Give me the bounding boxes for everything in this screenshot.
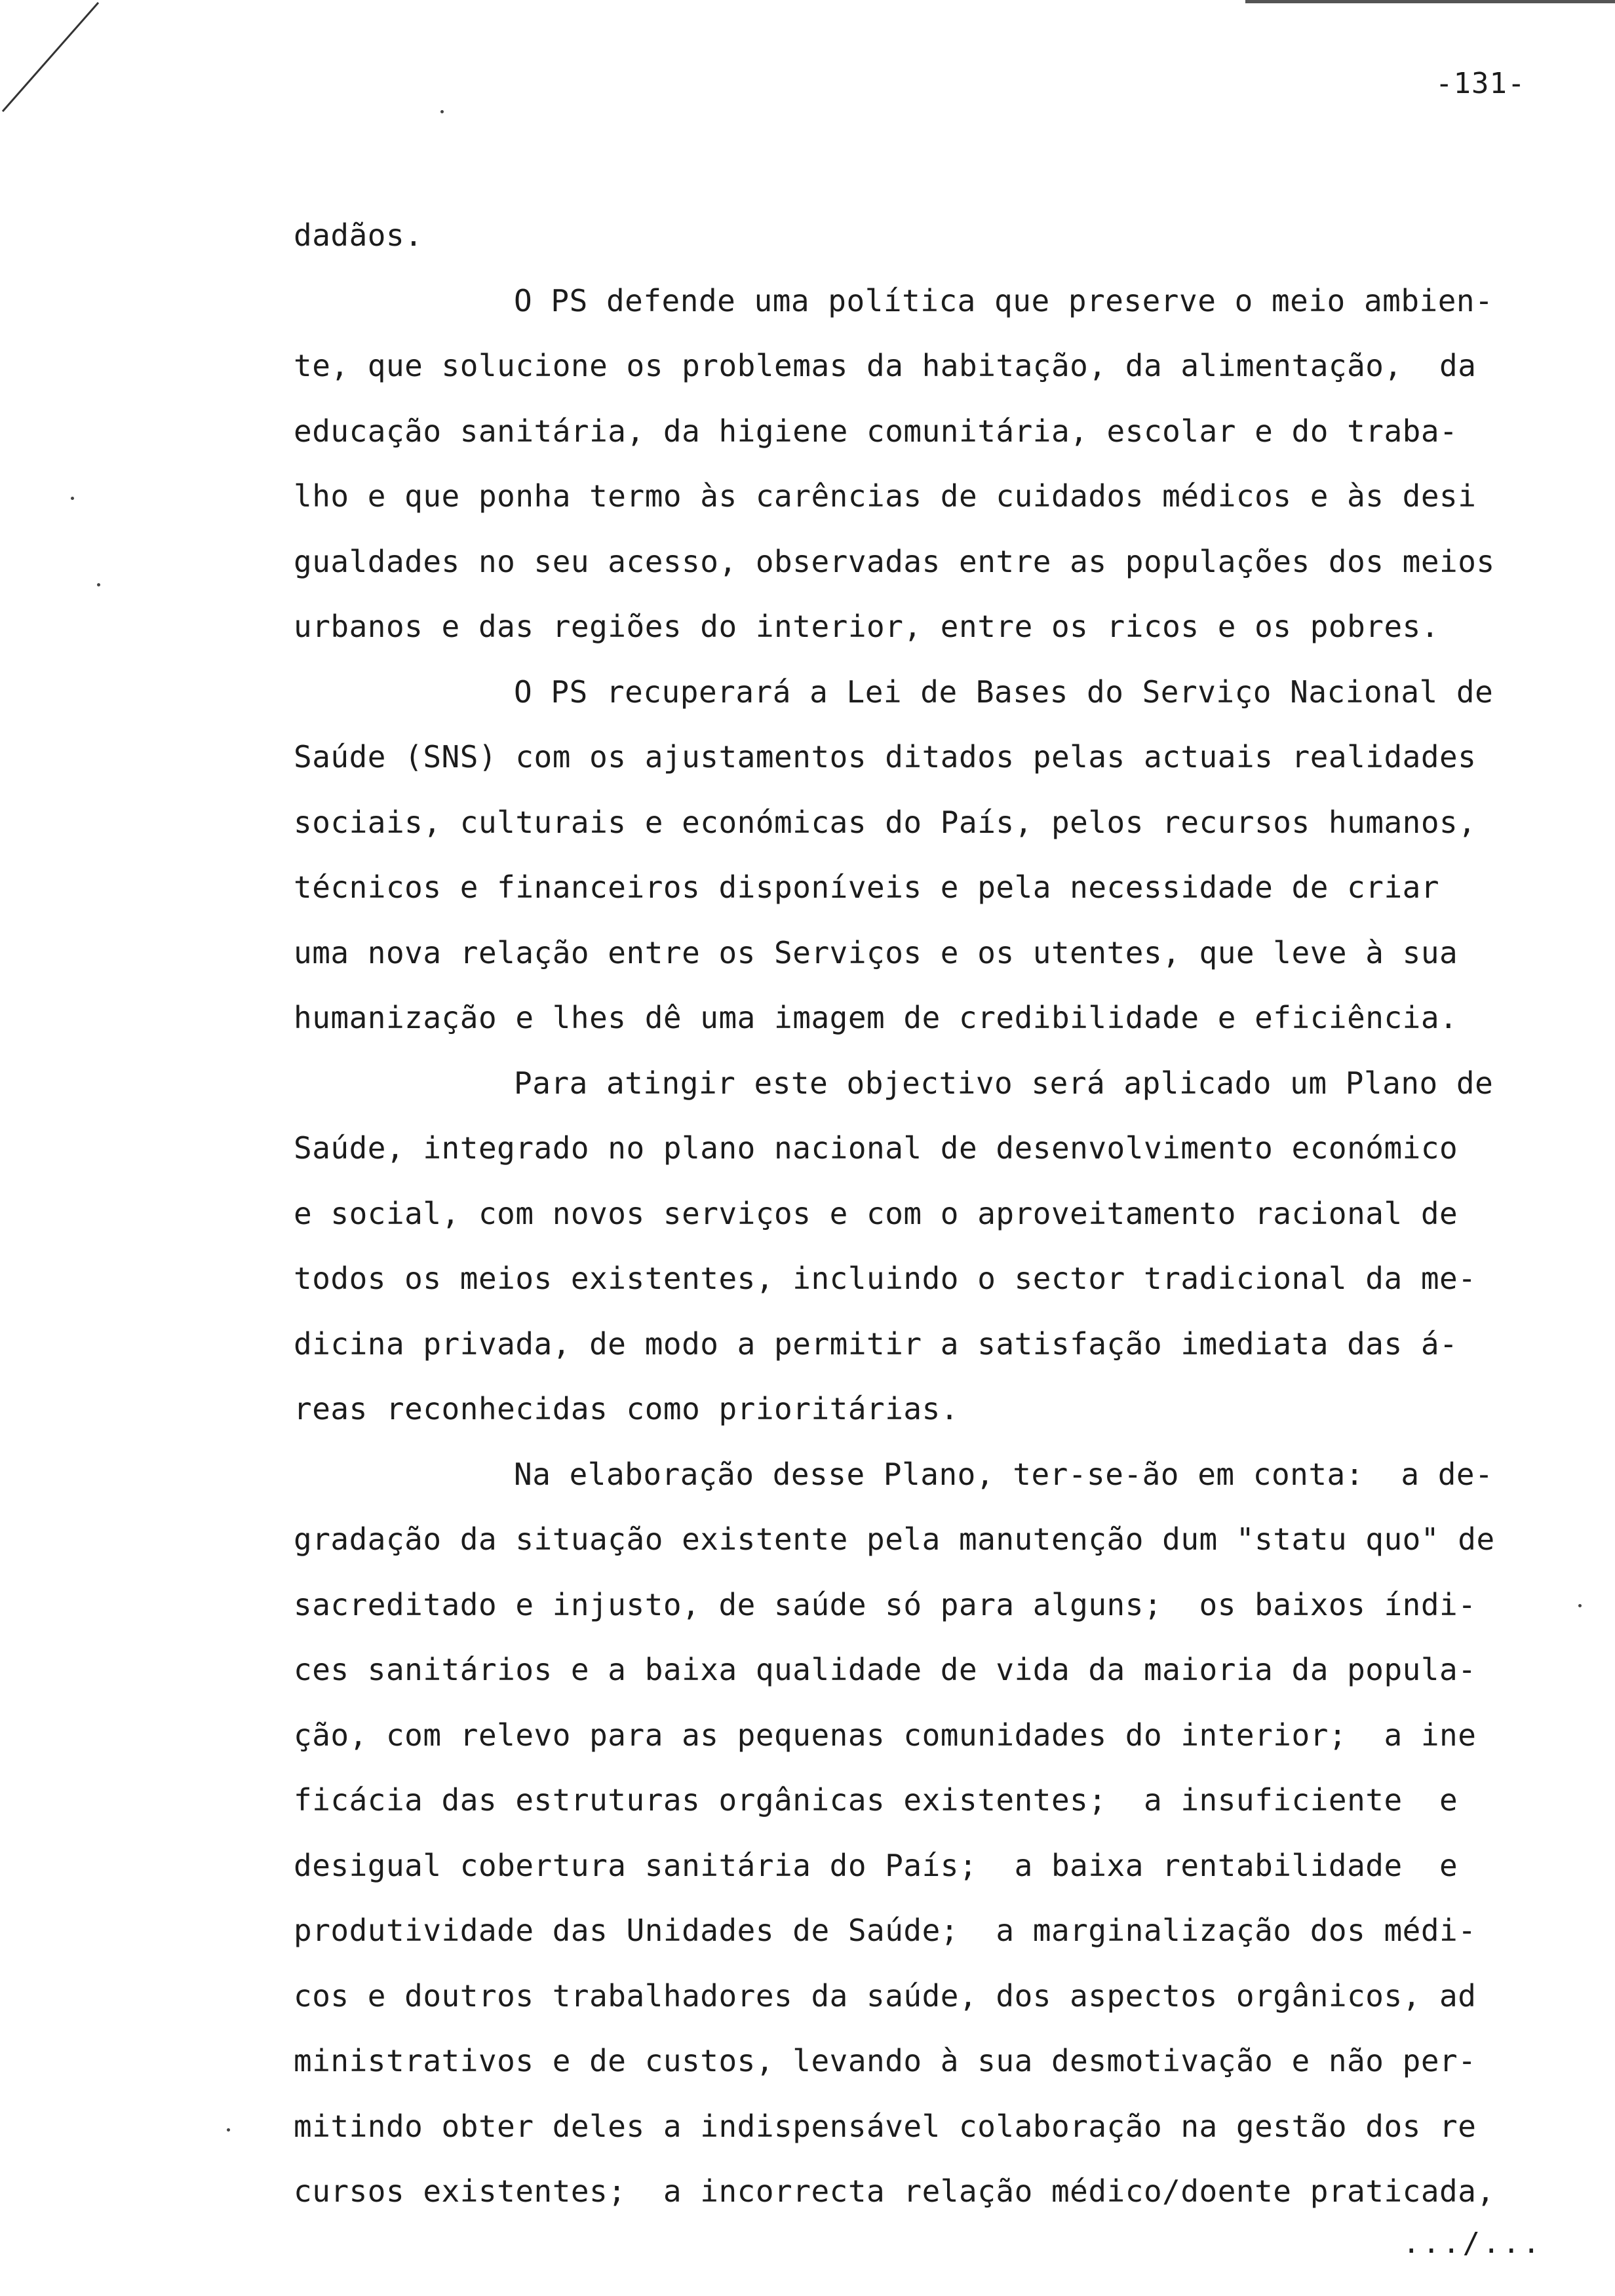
corner-pen-stroke (0, 0, 118, 118)
scan-speck (71, 497, 74, 500)
body-text (294, 203, 1552, 2225)
page-number: -131- (1435, 67, 1526, 100)
scan-speck (1578, 1604, 1582, 1607)
text-line: uma nova relação entre os Serviços e os utentes, que leve à sua (294, 934, 1458, 970)
text-line: produtividade das Unidades de Saúde; a marginalização dos médi- (294, 1913, 1477, 1948)
text-line: dadãos. (294, 218, 423, 253)
text-line: lho e que ponha termo às carências de cuidados médicos e às desi (294, 478, 1477, 514)
text-line: Para atingir este objectivo será aplicado um Plano de (514, 1065, 1494, 1101)
text-line: humanização e lhes dê uma imagem de credibilidade e eficiência. (294, 1000, 1458, 1035)
text-line: gualdades no seu acesso, observadas entre as populações dos meios (294, 543, 1495, 579)
text-line: e social, com novos serviços e com o aproveitamento racional de (294, 1195, 1458, 1231)
text-line: ficácia das estruturas orgânicas existentes; a insuficiente e (294, 1782, 1458, 1818)
text-line: cursos existentes; a incorrecta relação médico/doente praticada, (294, 2173, 1495, 2209)
text-line: dicina privada, de modo a permitir a satisfação imediata das á- (294, 1326, 1458, 1362)
text-line: técnicos e financeiros disponíveis e pela necessidade de criar (294, 870, 1440, 905)
text-line: sacreditado e injusto, de saúde só para alguns; os baixos índi- (294, 1586, 1477, 1622)
text-line: Saúde, integrado no plano nacional de desenvolvimento económico (294, 1130, 1458, 1166)
text-line: ção, com relevo para as pequenas comunidades do interior; a ine (294, 1717, 1477, 1753)
scan-speck (440, 110, 444, 113)
scan-speck (227, 2128, 230, 2132)
text-line: ces sanitários e a baixa qualidade de vida da maioria da popula- (294, 1652, 1477, 1687)
text-line: O PS recuperará a Lei de Bases do Serviço Nacional de (514, 674, 1494, 710)
text-line: mitindo obter deles a indispensável colaboração na gestão dos re (294, 2108, 1477, 2144)
text-line: cos e doutros trabalhadores da saúde, dos aspectos orgânicos, ad (294, 1978, 1477, 2014)
text-line: Saúde (SNS) com os ajustamentos ditados pelas actuais realidades (294, 739, 1477, 775)
text-line: ministrativos e de custos, levando à sua desmotivação e não per- (294, 2043, 1477, 2078)
text-line: te, que solucione os problemas da habitação, da alimentação, da (294, 348, 1477, 383)
text-line: todos os meios existentes, incluindo o sector tradicional da me- (294, 1261, 1477, 1296)
text-line: reas reconhecidas como prioritárias. (294, 1391, 959, 1426)
text-line: sociais, culturais e económicas do País, pelos recursos humanos, (294, 804, 1477, 840)
top-edge-rule (1245, 0, 1615, 3)
text-line: urbanos e das regiões do interior, entre os ricos e os pobres. (294, 609, 1440, 644)
text-line: gradação da situação existente pela manutenção dum "statu quo" de (294, 1521, 1495, 1557)
scan-speck (97, 583, 100, 586)
text-line: educação sanitária, da higiene comunitária, escolar e do traba- (294, 413, 1458, 449)
text-line: desigual cobertura sanitária do País; a baixa rentabilidade e (294, 1847, 1458, 1883)
text-line: Na elaboração desse Plano, ter-se-ão em conta: a de- (514, 1456, 1494, 1492)
text-line: O PS defende uma política que preserve o meio ambien- (514, 282, 1494, 318)
continuation-mark: .../... (1403, 2227, 1543, 2260)
